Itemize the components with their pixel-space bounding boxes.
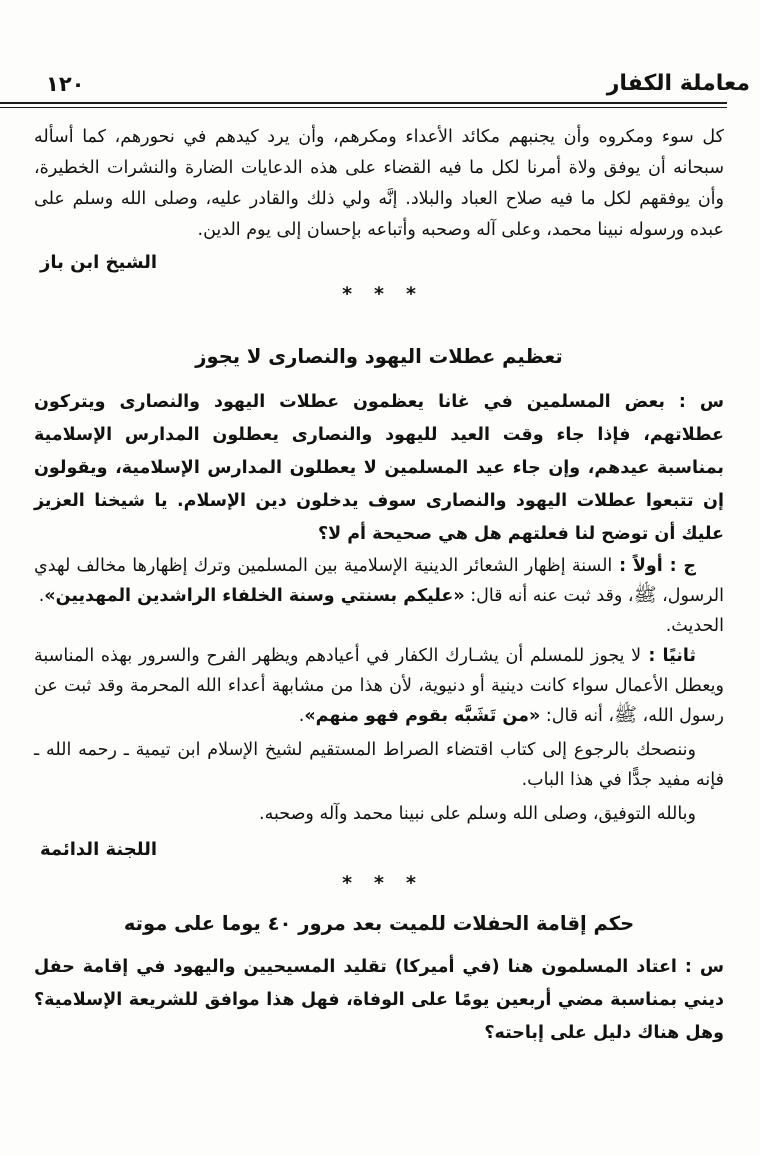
fatwa1-answer-second-point <box>34 641 724 731</box>
signature-permanent-committee: اللجنة الدائمة <box>40 839 158 860</box>
fatwa2-question: س : اعتاد المسلمون هنا (في أميركا) تقليد المسيحيين واليهود في إقامة حفل ديني بمناسبة مضي أربعين يومًا على الوفاة، فهل هذا موافق للشريعة الإسلامية؟ وهل هناك دليل على إباحته؟ <box>34 957 724 1043</box>
fatwa1-book-advice: وننصحك بالرجوع إلى كتاب اقتضاء الصراط المستقيم لشيخ الإسلام ابن تيمية ـ رحمه الله ـ فإنه مفيد جدًّا في هذا الباب. <box>34 740 724 790</box>
salutation-ligature: ﷺ <box>633 584 657 606</box>
fatwa1-question: س : بعض المسلمين في غانا يعظمون عطلات اليهود والنصارى ويتركون عطلاتهم، فإذا جاء وقت العيد لليهود والنصارى يعطلون المدارس الإسلامية بمناسبة عيدهم، وإن جاء عيد المسلمين لا يعطلون المدارس الإسلامية، ويقولون إن تتبعوا عطلات اليهود والنصارى سوف يدخلون دين الإسلام. يا شيخنا العزيز عليك أن توضح لنا فعلتهم هل هي صحيحة أم لا؟ <box>34 392 724 544</box>
page-body <box>0 122 760 1050</box>
fatwa1-heading: تعظيم عطلات اليهود والنصارى لا يجوز <box>195 345 563 368</box>
answer-lead-second: ثانيًا : <box>641 646 696 666</box>
header-rule <box>0 102 727 108</box>
book-page <box>0 60 760 1156</box>
answer-body-first: السنة إظهار الشعائر الدينية الإسلامية بين المسلمين وترك إظهارها مخالف لهدي الرسول، <box>34 556 724 606</box>
running-title: معاملة الكفار <box>606 71 750 96</box>
salutation-ligature: ﷺ <box>614 704 637 726</box>
intro-continuation-paragraph: كل سوء ومكروه وأن يجنبهم مكائد الأعداء ومكرهم، وأن يرد كيدهم في نحورهم، كما أسأله سبحانه أن يوفق ولاة أمرنا لكل ما فيه القضاء على هذه الدعايات الضارة والنشرات الخطيرة، وأن يوفقهم لكل ما فيه صلاح العباد والبلاد. إنَّه ولي ذلك والقادر عليه، وصلى الله وسلم على عبده ورسوله نبينا محمد، وعلى آله وصحبه وأتباعه بإحسان إلى يوم الدين. <box>34 127 724 240</box>
answer-body-second: لا يجوز للمسلم أن يشـارك الكفار في أعيادهم ويظهر الفرح والسرور بهذه المناسبة ويعطل الأعمال سواء كانت دينية أو دنيوية، لأن هذا من مشابهة أعداء الله المحرمة وقد ثبت عن رسول الله، <box>34 646 724 726</box>
section-separator-stars: *** <box>342 872 438 894</box>
answer-body-first-cont: ، وقد ثبت عنه أنه قال: <box>464 586 634 606</box>
fatwa1-answer-first-point <box>34 551 724 641</box>
page-header <box>0 60 760 96</box>
hadith-quote-second: «من تَشَبَّه بقوم فهو منهم» <box>304 706 541 726</box>
answer-tail-first: . <box>38 586 45 606</box>
answer-tail-second: . <box>298 706 305 726</box>
page-number: ١٢٠ <box>46 72 85 96</box>
answer-lead-first: ج : أولاً : <box>612 556 696 576</box>
answer-body-second-cont: ، أنه قال: <box>540 706 615 726</box>
fatwa2-heading: حكم إقامة الحفلات للميت بعد مرور ٤٠ يوما على موته <box>123 912 635 935</box>
section-separator-stars: *** <box>342 283 438 305</box>
hadith-reference: الحديث. <box>665 616 724 636</box>
signature-sheikh-ibn-baz: الشيخ ابن باز <box>40 252 158 273</box>
fatwa1-closing-line: وبالله التوفيق، وصلى الله وسلم على نبينا محمد وآله وصحبه. <box>259 804 696 824</box>
hadith-quote-first: «عليكم بسنتي وسنة الخلفاء الراشدين المهديين» <box>44 586 465 606</box>
